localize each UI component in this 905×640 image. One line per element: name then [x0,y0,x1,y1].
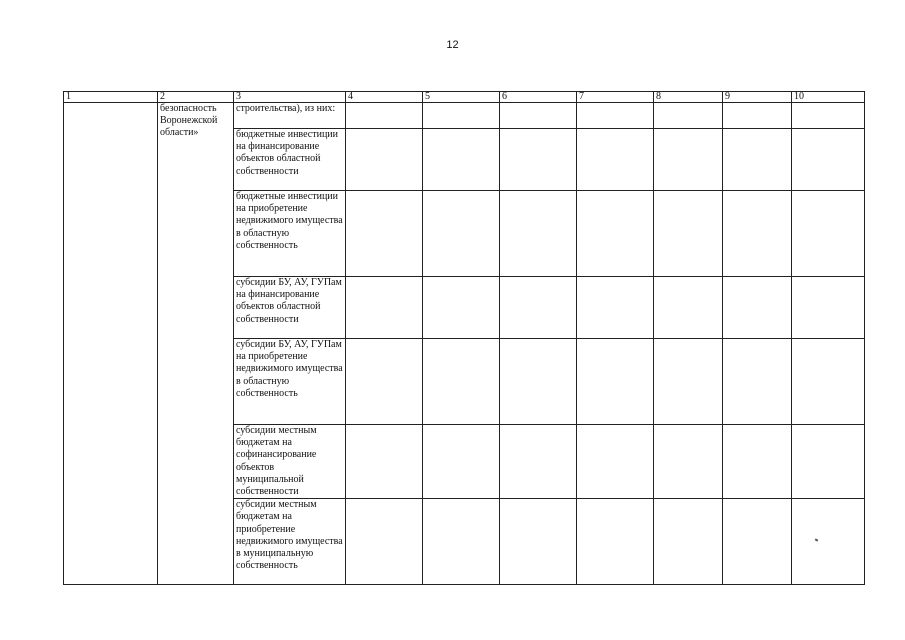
value-cell [500,499,577,585]
value-cell [577,277,654,339]
value-cell [577,129,654,191]
value-cell [423,499,500,585]
value-cell [423,191,500,277]
value-cell [654,425,723,499]
value-cell [723,339,792,425]
value-cell [346,103,423,129]
value-cell [346,191,423,277]
value-cell [346,339,423,425]
value-cell [792,425,865,499]
column-number: 5 [423,92,500,103]
value-cell [654,499,723,585]
col1-cell [64,103,158,585]
column-number: 10 [792,92,865,103]
value-cell [423,129,500,191]
row-label: строительства), из них: [234,103,346,129]
column-number: 4 [346,92,423,103]
value-cell [792,129,865,191]
value-cell [500,339,577,425]
row-label: субсидии БУ, АУ, ГУПам на приобретение недвижимого имущества в областную собственность [234,339,346,425]
value-cell [577,425,654,499]
value-cell [500,191,577,277]
value-cell [423,277,500,339]
value-cell [500,129,577,191]
value-cell [346,499,423,585]
value-cell [792,499,865,585]
value-cell [423,425,500,499]
column-number: 6 [500,92,577,103]
value-cell [723,499,792,585]
value-cell [654,277,723,339]
value-cell [577,499,654,585]
value-cell [654,129,723,191]
value-cell [500,277,577,339]
page-number: 12 [446,39,459,51]
value-cell [346,277,423,339]
value-cell [423,103,500,129]
value-cell [723,129,792,191]
column-number: 9 [723,92,792,103]
value-cell [346,425,423,499]
value-cell [654,103,723,129]
column-number: 2 [158,92,234,103]
column-number: 1 [64,92,158,103]
value-cell [723,425,792,499]
column-number: 8 [654,92,723,103]
value-cell [792,277,865,339]
value-cell [723,191,792,277]
value-cell [577,103,654,129]
value-cell [654,191,723,277]
budget-table [63,91,865,585]
value-cell [577,191,654,277]
row-label: субсидии местным бюджетам на софинансирование объектов муниципальной собственности [234,425,346,499]
value-cell [346,129,423,191]
value-cell [792,191,865,277]
value-cell [654,339,723,425]
value-cell [500,425,577,499]
row-label: субсидии местным бюджетам на приобретение недвижимого имущества в муниципальную собственность [234,499,346,585]
value-cell [792,339,865,425]
program-name-cell: безопасность Воронежской области» [158,103,234,585]
column-number: 7 [577,92,654,103]
value-cell [723,277,792,339]
row-label: бюджетные инвестиции на приобретение недвижимого имущества в областную собственность [234,191,346,277]
row-label: бюджетные инвестиции на финансирование объектов областной собственности [234,129,346,191]
row-label: субсидии БУ, АУ, ГУПам на финансирование объектов областной собственности [234,277,346,339]
table-row [64,103,865,129]
column-number-row [64,92,865,103]
value-cell [792,103,865,129]
value-cell [423,339,500,425]
value-cell [500,103,577,129]
value-cell [577,339,654,425]
value-cell [723,103,792,129]
column-number: 3 [234,92,346,103]
